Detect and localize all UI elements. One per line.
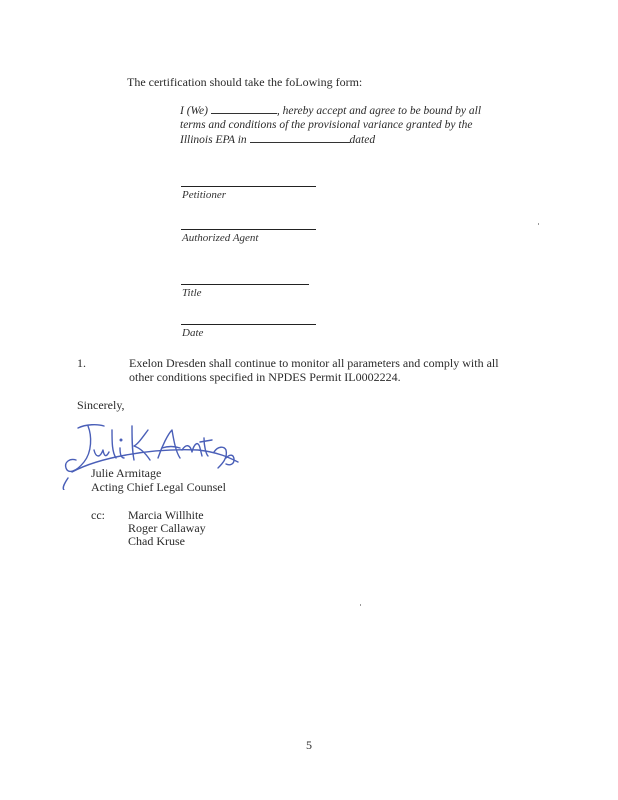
scan-speck xyxy=(538,223,539,225)
condition-line-2: other conditions specified in NPDES Permit IL0002224. xyxy=(129,370,401,384)
form-line-2: terms and conditions of the provisional variance granted by the xyxy=(180,119,473,131)
form-line-1-pre: I (We) xyxy=(180,105,208,117)
authorized-agent-line xyxy=(181,229,316,230)
cc-name: Chad Kruse xyxy=(128,534,185,548)
date-label: Date xyxy=(182,327,204,339)
cc-name: Marcia Willhite xyxy=(128,508,204,522)
form-line-1-post: , hereby accept and agree to be bound by all xyxy=(276,105,482,117)
signer-name: Julie Armitage xyxy=(91,466,162,480)
scan-speck xyxy=(360,604,361,606)
closing: Sincerely, xyxy=(77,398,125,412)
form-line-3-post: dated xyxy=(349,134,376,146)
title-label: Title xyxy=(182,287,202,299)
certification-intro: The certification should take the foLowing form: xyxy=(127,75,363,89)
petitioner-line xyxy=(181,186,316,187)
form-line-1 xyxy=(180,103,481,118)
condition-line-1: Exelon Dresden shall continue to monitor all parameters and comply with all xyxy=(129,356,499,370)
form-line-3 xyxy=(180,132,375,147)
petitioner-label: Petitioner xyxy=(182,189,226,201)
cc-name: Roger Callaway xyxy=(128,521,206,535)
condition-number: 1. xyxy=(77,356,86,370)
date-line xyxy=(181,324,316,325)
cc-label: cc: xyxy=(91,508,105,522)
page-number: 5 xyxy=(306,738,312,752)
form-line-3-pre: Illinois EPA in xyxy=(180,134,247,146)
form-blank-name xyxy=(211,103,277,114)
title-line xyxy=(181,284,309,285)
form-blank-location xyxy=(250,132,350,143)
signer-title: Acting Chief Legal Counsel xyxy=(91,480,226,494)
authorized-agent-label: Authorized Agent xyxy=(182,232,259,244)
